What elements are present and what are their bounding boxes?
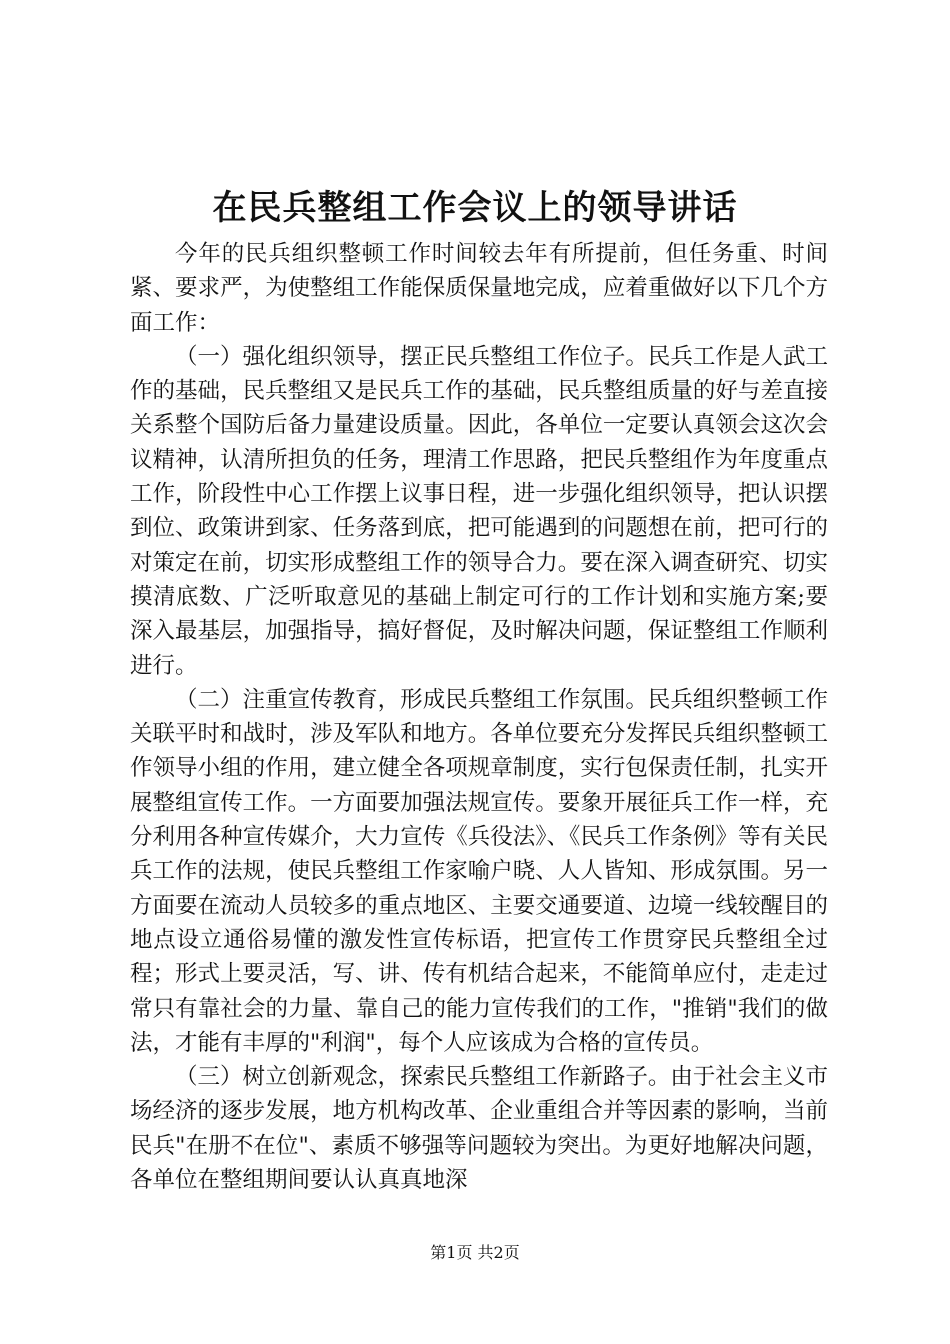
document-title: 在民兵整组工作会议上的领导讲话 [212,188,738,228]
paragraph-section-3: （三）树立创新观念，探索民兵整组工作新路子。由于社会主义市场经济的逐步发展，地方机构改革、企业重组合并等因素的影响，当前民兵"在册不在位"、素质不够强等问题较为突出。为更好地解决问题，各单位在整组期间要认认真真地深 [130,1064,828,1194]
document-body [130,237,828,1197]
paragraph-intro: 今年的民兵组织整顿工作时间较去年有所提前，但任务重、时间紧、要求严，为使整组工作能保质保量地完成，应着重做好以下几个方面工作： [130,241,828,336]
paragraph-section-2: （二）注重宣传教育，形成民兵整组工作氛围。民兵组织整顿工作关联平时和战时，涉及军队和地方。各单位要充分发挥民兵组织整顿工作领导小组的作用，建立健全各项规章制度，实行包保责任制，扎实开展整组宣传工作。一方面要加强法规宣传。要象开展征兵工作一样，充分利用各种宣传媒介，大力宣传《兵役法》、《民兵工作条例》等有关民兵工作的法规，使民兵整组工作家喻户晓、人人皆知、形成氛围。另一方面要在流动人员较多的重点地区、主要交通要道、边境一线较醒目的地点设立通俗易懂的激发性宣传标语，把宣传工作贯穿民兵整组全过程；形式上要灵活，写、讲、传有机结合起来，不能简单应付，走走过常只有靠社会的力量、靠自己的能力宣传我们的工作，"推销"我们的做法，才能有丰厚的"利润"，每个人应该成为合格的宣传员。 [130,686,828,1056]
paragraph-section-1: （一）强化组织领导，摆正民兵整组工作位子。民兵工作是人武工作的基础，民兵整组又是民兵工作的基础，民兵整组质量的好与差直接关系整个国防后备力量建设质量。因此，各单位一定要认真领会这次会议精神，认清所担负的任务，理清工作思路，把民兵整组作为年度重点工作，阶段性中心工作摆上议事日程，进一步强化组织领导，把认识摆到位、政策讲到家、任务落到底，把可能遇到的问题想在前，把可行的对策定在前，切实形成整组工作的领导合力。要在深入调查研究、切实摸清底数、广泛听取意见的基础上制定可行的工作计划和实施方案;要深入最基层，加强指导，搞好督促，及时解决问题，保证整组工作顺利进行。 [130,343,828,679]
page-footer: 第1页 共2页 [430,1243,520,1262]
